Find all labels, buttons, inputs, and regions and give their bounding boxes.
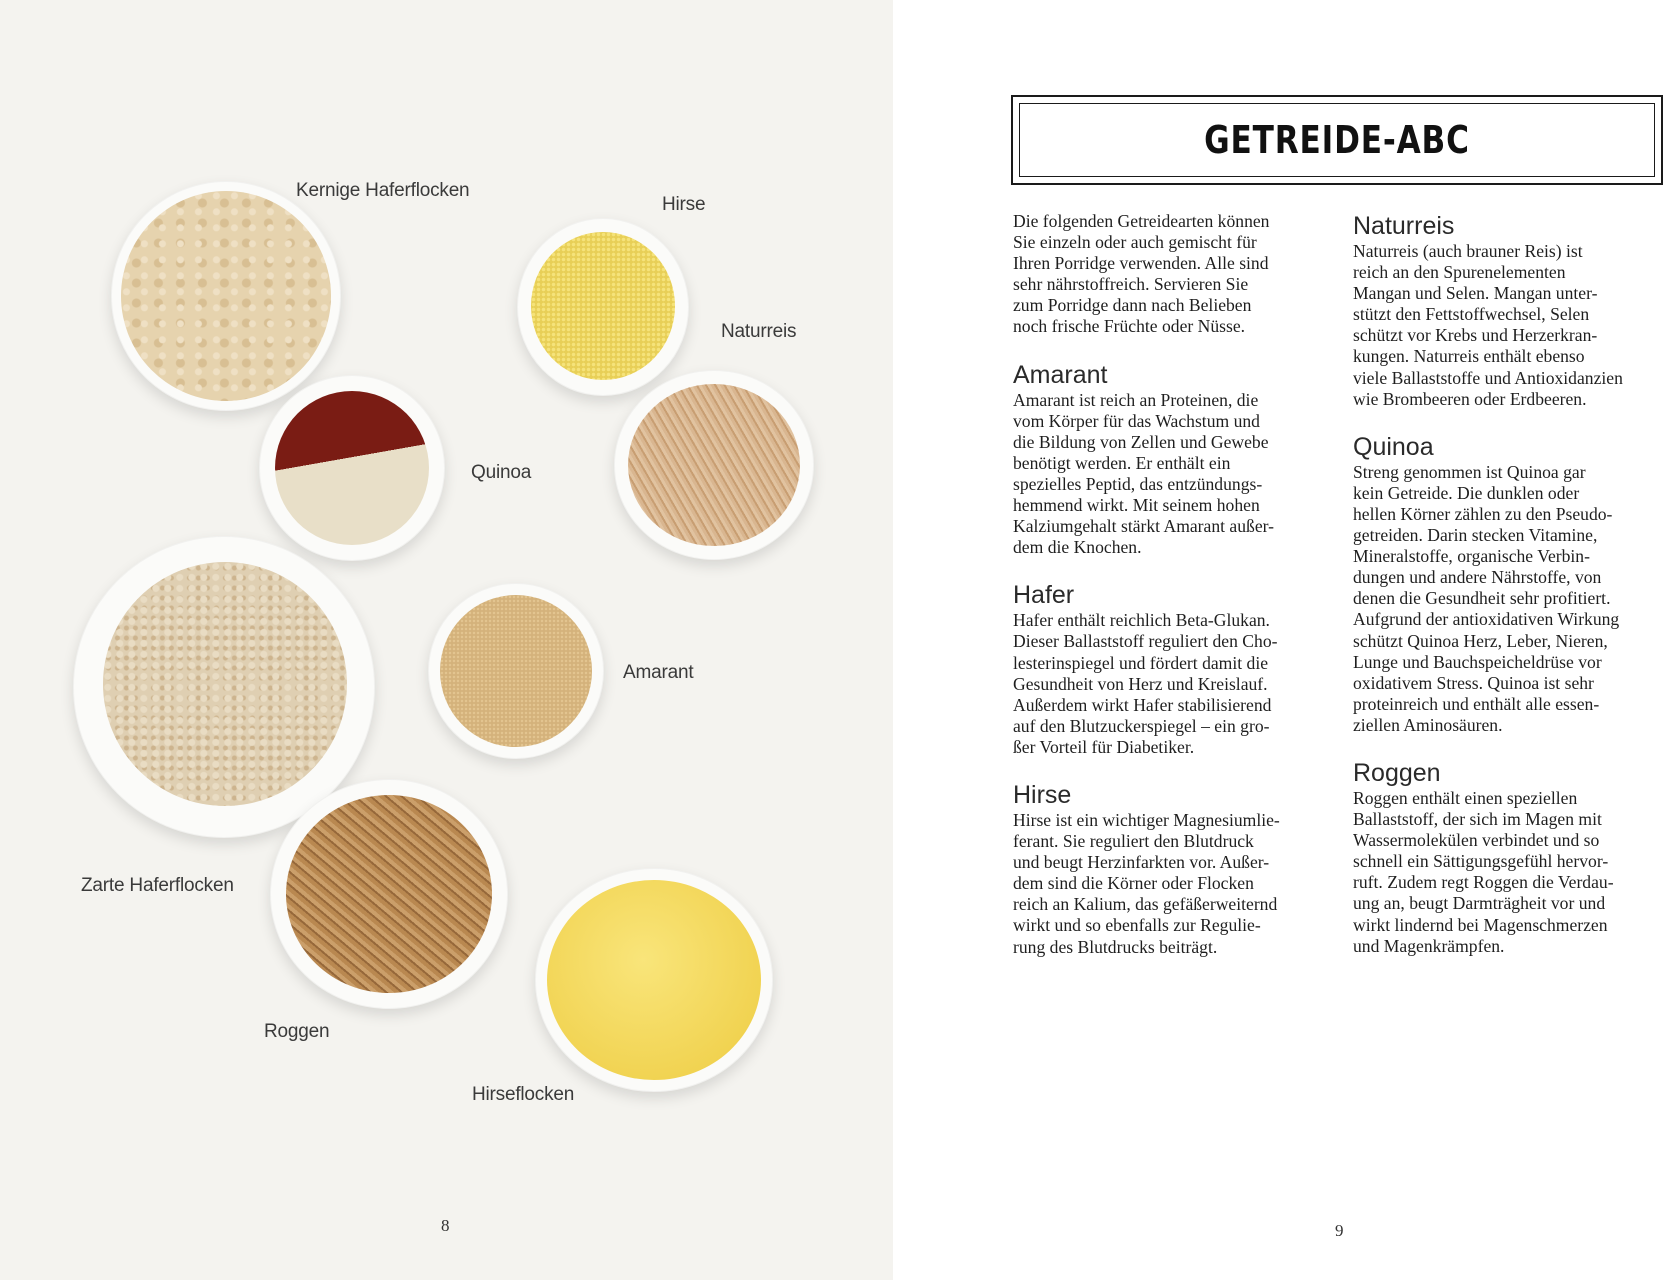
text-line: rung des Blutdrucks beiträgt. [1013, 936, 1218, 957]
text-line: oxidativem Stress. Quinoa ist sehr [1353, 672, 1594, 693]
text-line: reich an den Spurenelementen [1353, 262, 1566, 283]
label-zarte-haferflocken: Zarte Haferflocken [81, 875, 234, 896]
bowl-hirseflocken [535, 868, 773, 1092]
text-line: Amarant ist reich an Proteinen, die [1013, 389, 1259, 410]
intro-paragraph [1013, 211, 1280, 338]
text-line: und Magenkrämpfen. [1353, 935, 1505, 956]
text-line: und beugt Herzinfarkten vor. Außer- [1013, 852, 1270, 873]
bowl-kernige-haferflocken [111, 181, 341, 411]
label-kernige-haferflocken: Kernige Haferflocken [296, 180, 470, 201]
label-roggen: Roggen [264, 1021, 330, 1042]
text-line: schützt Quinoa Herz, Leber, Nieren, [1353, 630, 1608, 651]
text-line: ruft. Zudem regt Roggen die Verdau- [1353, 872, 1614, 893]
section-heading: Roggen [1353, 758, 1441, 787]
text-line: noch frische Früchte oder Nüsse. [1013, 316, 1246, 337]
text-line: Naturreis (auch brauner Reis) ist [1353, 241, 1583, 261]
text-line: schnell ein Sättigungsgefühl hervor- [1353, 851, 1609, 872]
grain-brown-rice [628, 384, 800, 546]
text-line: denen die Gesundheit sehr profitiert. [1353, 588, 1611, 609]
grain-amaranth [440, 595, 592, 747]
text-line: ung an, beugt Darmträgheit vor und [1353, 893, 1606, 914]
text-line: auf den Blutzuckerspiegel – ein gro- [1013, 715, 1270, 736]
text-line: Hirse ist ein wichtiger Magnesiumlie- [1013, 809, 1280, 830]
text-column-left [1013, 211, 1280, 958]
page-number-right: 9 [1335, 1221, 1344, 1240]
text-line: ßer Vorteil für Diabetiker. [1013, 736, 1195, 757]
title-frame [1011, 95, 1663, 185]
text-line: wirkt lindernd bei Magenschmerzen [1353, 914, 1608, 935]
grain-oat-flakes [121, 191, 331, 401]
text-line: Dieser Ballaststoff reguliert den Cho- [1013, 631, 1278, 652]
title-frame-inner [1019, 103, 1655, 177]
text-line: dem sind die Körner oder Flocken [1013, 873, 1254, 894]
text-line: Roggen enthält einen speziellen [1353, 787, 1578, 808]
text-line: getreiden. Darin stecken Vitamine, [1353, 525, 1598, 546]
bowl-amarant [428, 583, 604, 759]
text-column-right [1353, 211, 1623, 957]
section-naturreis [1353, 211, 1623, 410]
text-line: kein Getreide. Die dunklen oder [1353, 482, 1580, 503]
bowl-hirse [517, 218, 689, 396]
section-heading: Quinoa [1353, 432, 1434, 461]
text-line: Streng genommen ist Quinoa gar [1353, 461, 1586, 482]
text-line: sehr nährstoffreich. Servieren Sie [1013, 274, 1249, 295]
text-line: reich an Kalium, das gefäßerweiternd [1013, 894, 1278, 915]
bowl-roggen [270, 779, 508, 1009]
text-line: viele Ballaststoffe und Antioxidanzien [1353, 367, 1623, 388]
section-heading: Hafer [1013, 581, 1075, 610]
section-roggen [1353, 758, 1623, 957]
bowl-quinoa [259, 375, 445, 561]
text-line: hemmend wirkt. Mit seinem hohen [1013, 495, 1260, 516]
text-line: Aufgrund der antioxidativen Wirkung [1353, 609, 1620, 630]
text-line: schützt vor Krebs und Herzerkran- [1353, 325, 1598, 346]
text-line: zum Porridge dann nach Belieben [1013, 295, 1252, 316]
label-quinoa: Quinoa [471, 462, 532, 483]
bowl-zarte-haferflocken [73, 536, 375, 838]
text-line: Mineralstoffe, organische Verbin- [1353, 546, 1590, 567]
section-heading: Hirse [1013, 780, 1072, 809]
text-line: Wassermolekülen verbindet und so [1353, 830, 1600, 851]
label-naturreis: Naturreis [721, 321, 797, 342]
section-hafer [1013, 580, 1280, 758]
text-line: Ihren Porridge verwenden. Alle sind [1013, 253, 1269, 274]
text-line: Ballaststoff, der sich im Magen mit [1353, 809, 1602, 830]
text-line: vom Körper für das Wachstum und [1013, 410, 1260, 431]
text-line: Kalziumgehalt stärkt Amarant außer- [1013, 516, 1275, 537]
page-number-left: 8 [441, 1216, 450, 1235]
text-line: Mangan und Selen. Mangan unter- [1353, 283, 1598, 304]
section-amarant [1013, 360, 1280, 559]
text-line: Hafer enthält reichlich Beta-Glukan. [1013, 610, 1270, 631]
grain-quinoa [275, 391, 429, 545]
text-line: wie Brombeeren oder Erdbeeren. [1353, 388, 1587, 409]
text-line: Gesundheit von Herz und Kreislauf. [1013, 673, 1268, 694]
section-hirse [1013, 780, 1280, 958]
text-line: spezielles Peptid, das entzündungs- [1013, 473, 1263, 494]
text-line: kungen. Naturreis enthält ebenso [1353, 346, 1585, 367]
page-title: GETREIDE-ABC [1204, 118, 1470, 162]
section-heading: Naturreis [1353, 212, 1455, 240]
grain-millet-flakes [547, 880, 761, 1080]
text-line: hellen Körner zählen zu den Pseudo- [1353, 503, 1613, 524]
text-line: lesterinspiegel und fördert damit die [1013, 652, 1269, 673]
text-line: Die folgenden Getreidearten können [1013, 211, 1270, 231]
bowl-naturreis [614, 370, 814, 560]
grain-fine-oat-flakes [103, 562, 347, 806]
section-quinoa [1353, 432, 1623, 736]
text-line: Lunge und Bauchspeicheldrüse vor [1353, 651, 1602, 672]
text-line: die Bildung von Zellen und Gewebe [1013, 431, 1269, 452]
grain-millet [531, 232, 675, 380]
label-amarant: Amarant [623, 662, 694, 683]
text-line: ziellen Aminosäuren. [1353, 714, 1503, 735]
text-line: wirkt und so ebenfalls zur Regulie- [1013, 915, 1261, 936]
grain-rye [286, 795, 492, 993]
text-line: proteinreich und enthält alle essen- [1353, 693, 1600, 714]
label-hirse: Hirse [662, 194, 706, 215]
text-line: Sie einzeln oder auch gemischt für [1013, 232, 1257, 253]
text-line: Außerdem wirkt Hafer stabilisierend [1013, 694, 1272, 715]
text-line: dem die Knochen. [1013, 537, 1142, 558]
label-hirseflocken: Hirseflocken [472, 1084, 575, 1105]
text-line: dungen und andere Nährstoffe, von [1353, 567, 1602, 588]
text-line: stützt den Fettstoffwechsel, Selen [1353, 304, 1590, 325]
section-heading: Amarant [1013, 360, 1108, 389]
text-line: ferant. Sie reguliert den Blutdruck [1013, 831, 1254, 852]
text-line: benötigt werden. Er enthält ein [1013, 452, 1231, 473]
